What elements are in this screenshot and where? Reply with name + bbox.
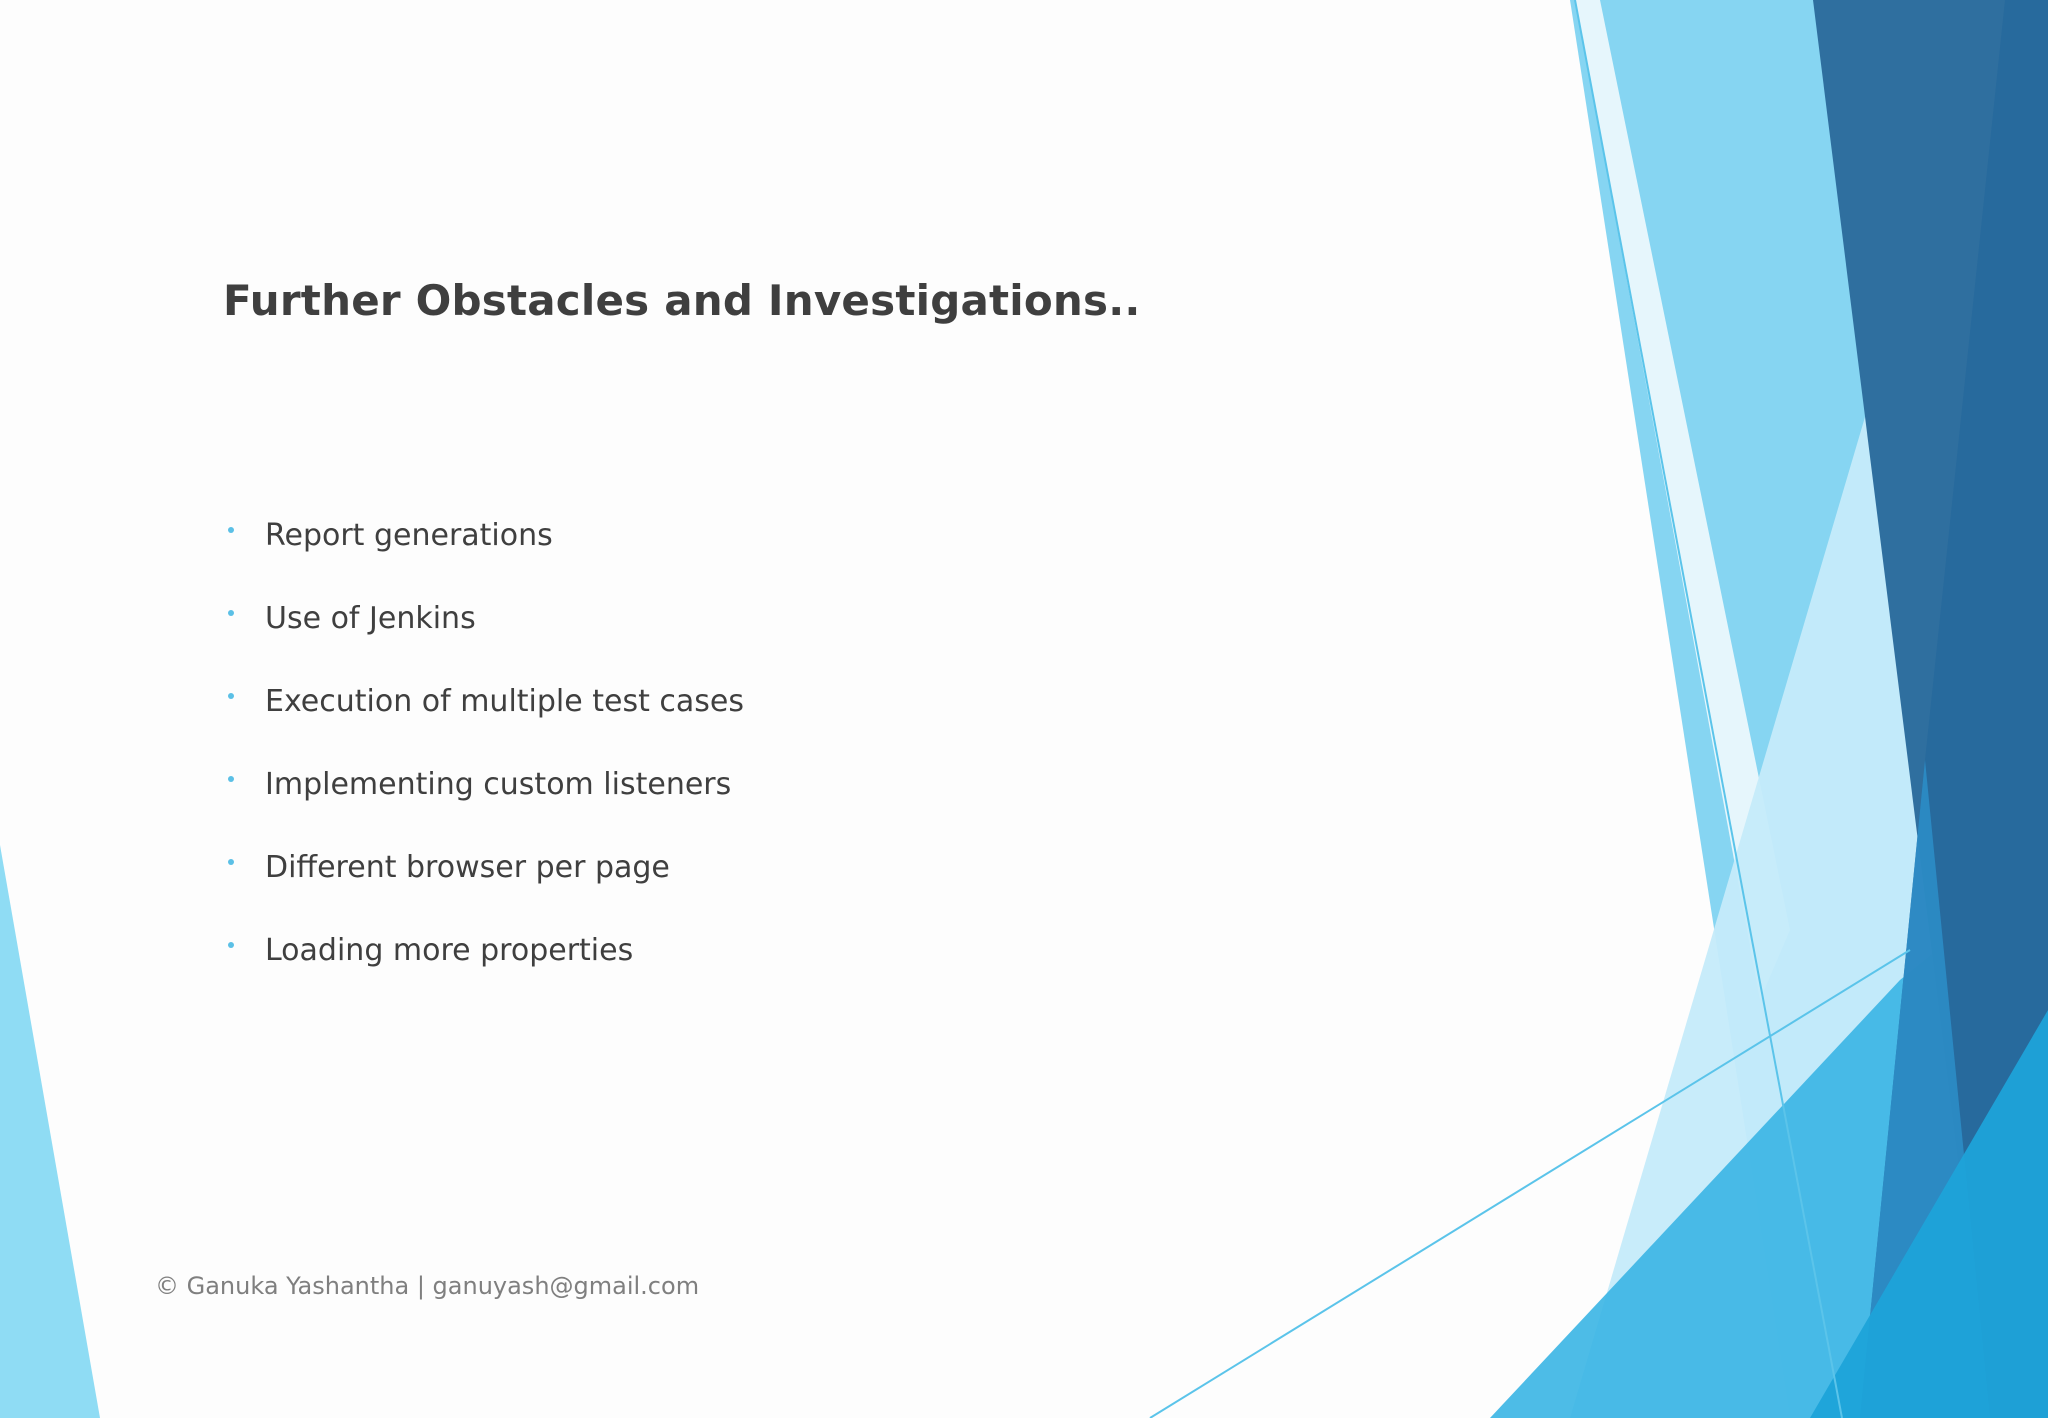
bullet-item	[228, 743, 744, 826]
bullet-dot-icon	[228, 527, 234, 533]
footer-copyright: © Ganuka Yashantha | ganuyash@gmail.com	[155, 1272, 700, 1300]
bullet-item	[228, 826, 744, 909]
bullet-dot-icon	[228, 610, 234, 616]
bullet-text: Execution of multiple test cases	[265, 684, 744, 719]
bullet-text: Implementing custom listeners	[265, 767, 732, 802]
bullet-item	[228, 660, 744, 743]
bullet-item	[228, 577, 744, 660]
bullet-text: Loading more properties	[265, 933, 634, 968]
bullet-dot-icon	[228, 859, 234, 865]
left-accent-shape	[0, 845, 100, 1418]
bullet-dot-icon	[228, 942, 234, 948]
bullet-dot-icon	[228, 693, 234, 699]
bullet-text: Use of Jenkins	[265, 601, 476, 636]
bullet-list	[228, 494, 744, 992]
bullet-item	[228, 494, 744, 577]
bullet-text: Different browser per page	[265, 850, 670, 885]
bullet-dot-icon	[228, 776, 234, 782]
bullet-item	[228, 909, 744, 992]
slide-title: Further Obstacles and Investigations..	[223, 276, 1141, 325]
bullet-text: Report generations	[265, 518, 553, 553]
